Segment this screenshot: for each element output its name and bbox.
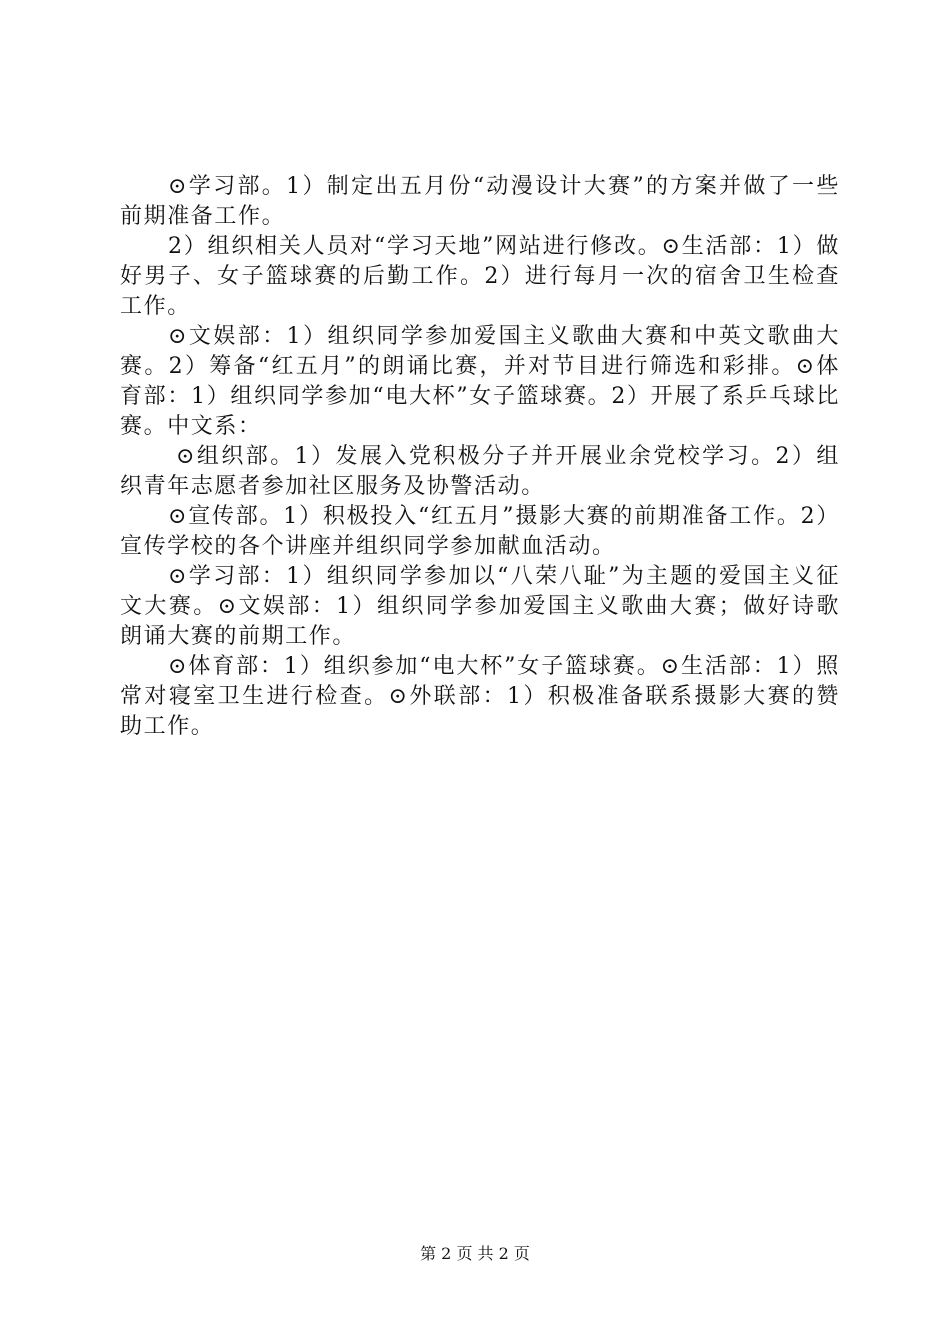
document-body — [120, 172, 840, 742]
paragraph-study-dept-1: ⊙学习部。1）制定出五月份“动漫设计大赛”的方案并做了一些前期准备工作。 — [120, 174, 840, 229]
paragraph-organization-dept: ⊙组织部。1）发展入党积极分子并开展业余党校学习。2）组织青年志愿者参加社区服务及协警活动。 — [120, 444, 840, 499]
paragraph-entertainment-sports: ⊙文娱部：1）组织同学参加爱国主义歌曲大赛和中英文歌曲大赛。2）筹备“红五月”的朗诵比赛，并对节目进行筛选和彩排。⊙体育部：1）组织同学参加“电大杯”女子篮球赛。2）开展了系乒乓球比赛。中文系： — [120, 324, 840, 439]
paragraph-sports-life-liaison: ⊙体育部：1）组织参加“电大杯”女子篮球赛。⊙生活部：1）照常对寝室卫生进行检查。⊙外联部：1）积极准备联系摄影大赛的赞助工作。 — [120, 654, 840, 739]
paragraph-publicity-dept: ⊙宣传部。1）积极投入“红五月”摄影大赛的前期准备工作。2）宣传学校的各个讲座并组织同学参加献血活动。 — [120, 504, 840, 559]
paragraph-website-life-dept: 2）组织相关人员对“学习天地”网站进行修改。⊙生活部：1）做好男子、女子篮球赛的后勤工作。2）进行每月一次的宿舍卫生检查工作。 — [120, 234, 840, 319]
page-footer: 第 2 页 共 2 页 — [420, 1244, 530, 1263]
paragraph-study-entertainment: ⊙学习部：1）组织同学参加以“八荣八耻”为主题的爱国主义征文大赛。⊙文娱部：1）组织同学参加爱国主义歌曲大赛；做好诗歌朗诵大赛的前期工作。 — [120, 564, 840, 649]
